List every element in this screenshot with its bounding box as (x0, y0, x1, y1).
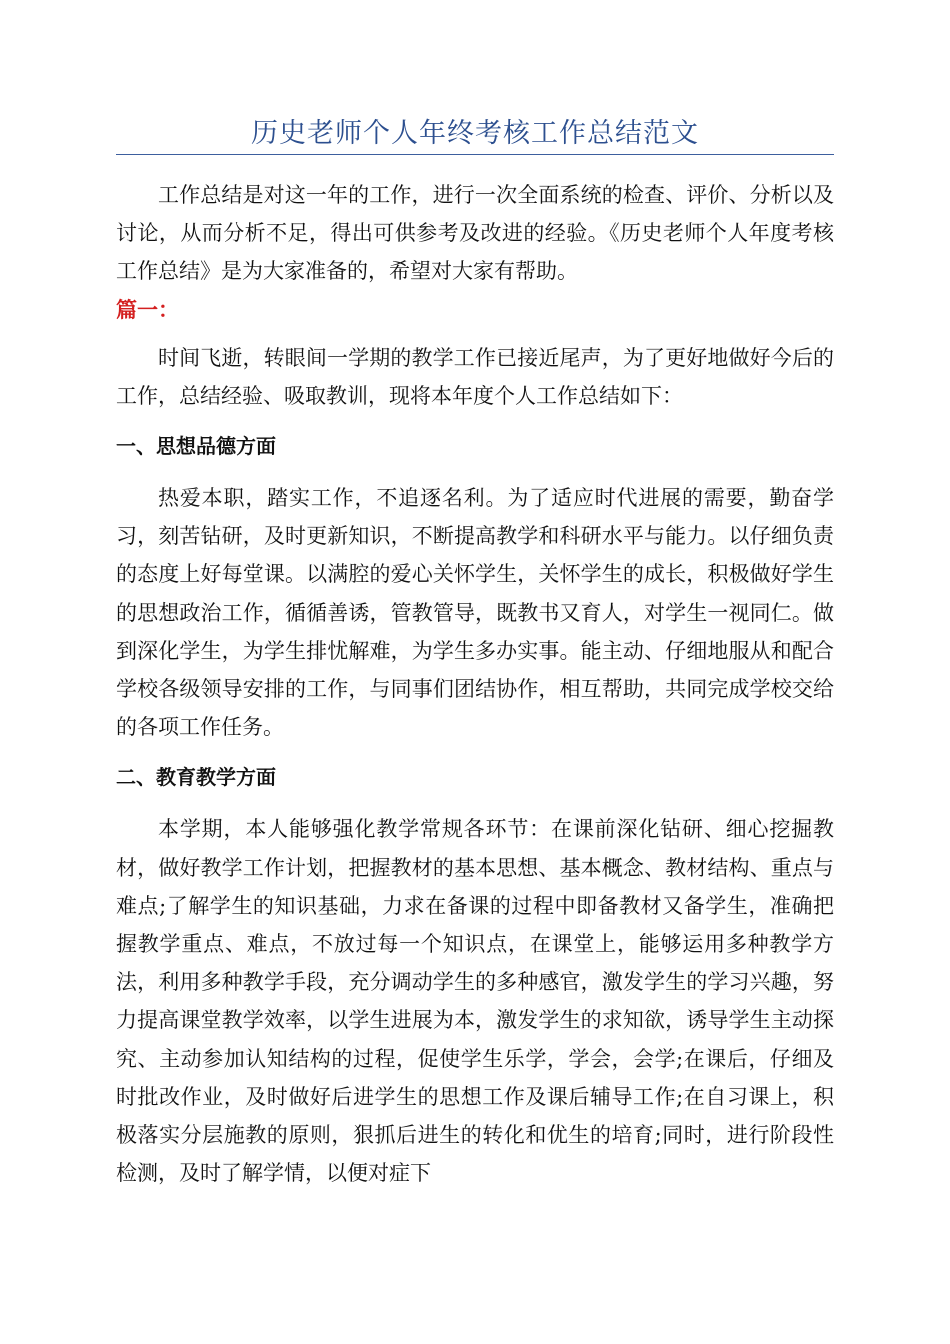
section-body-morality: 热爱本职，踏实工作，不追逐名利。为了适应时代进展的需要，勤奋学习，刻苦钻研，及时更新知识，不断提高教学和科研水平与能力。以仔细负责的态度上好每堂课。以满腔的爱心关怀学生，关怀学生的成长，积极做好学生的思想政治工作，循循善诱，管教管导，既教书又育人，对学生一视同仁。做到深化学生，为学生排忧解难，为学生多办实事。能主动、仔细地服从和配合学校各级领导安排的工作，与同事们团结协作，相互帮助，共同完成学校交给的各项工作任务。 (116, 486, 834, 740)
section-heading-morality: 一、思想品德方面 (116, 434, 276, 459)
section-heading-teaching: 二、教育教学方面 (116, 765, 276, 790)
part-one-heading: 篇一： (116, 297, 179, 322)
title-underline (116, 154, 834, 155)
document-title: 历史老师个人年终考核工作总结范文 (251, 118, 699, 149)
intro-paragraph: 工作总结是对这一年的工作，进行一次全面系统的检查、评价、分析以及讨论，从而分析不足，得出可供参考及改进的经验。《历史老师个人年度考核工作总结》是为大家准备的，希望对大家有帮助。 (116, 183, 834, 284)
part-one-opening-paragraph: 时间飞逝，转眼间一学期的教学工作已接近尾声，为了更好地做好今后的工作，总结经验、吸取教训，现将本年度个人工作总结如下： (116, 345, 834, 408)
document-page (116, 0, 834, 1344)
section-body-teaching: 本学期，本人能够强化教学常规各环节：在课前深化钻研、细心挖掘教材，做好教学工作计划，把握教材的基本思想、基本概念、教材结构、重点与难点;了解学生的知识基础，力求在备课的过程中即备教材又备学生，准确把握教学重点、难点，不放过每一个知识点，在课堂上，能够运用多种教学方法，利用多种教学手段，充分调动学生的多种感官，激发学生的学习兴趣，努力提高课堂教学效率，以学生进展为本，激发学生的求知欲，诱导学生主动探究、主动参加认知结构的过程，促使学生乐学，学会，会学;在课后，仔细及时批改作业，及时做好后进学生的思想工作及课后辅导工作;在自习课上，积极落实分层施教的原则，狠抓后进生的转化和优生的培育;同时，进行阶段性检测，及时了解学情，以便对症下 (116, 817, 834, 1186)
document-body (116, 176, 834, 1192)
